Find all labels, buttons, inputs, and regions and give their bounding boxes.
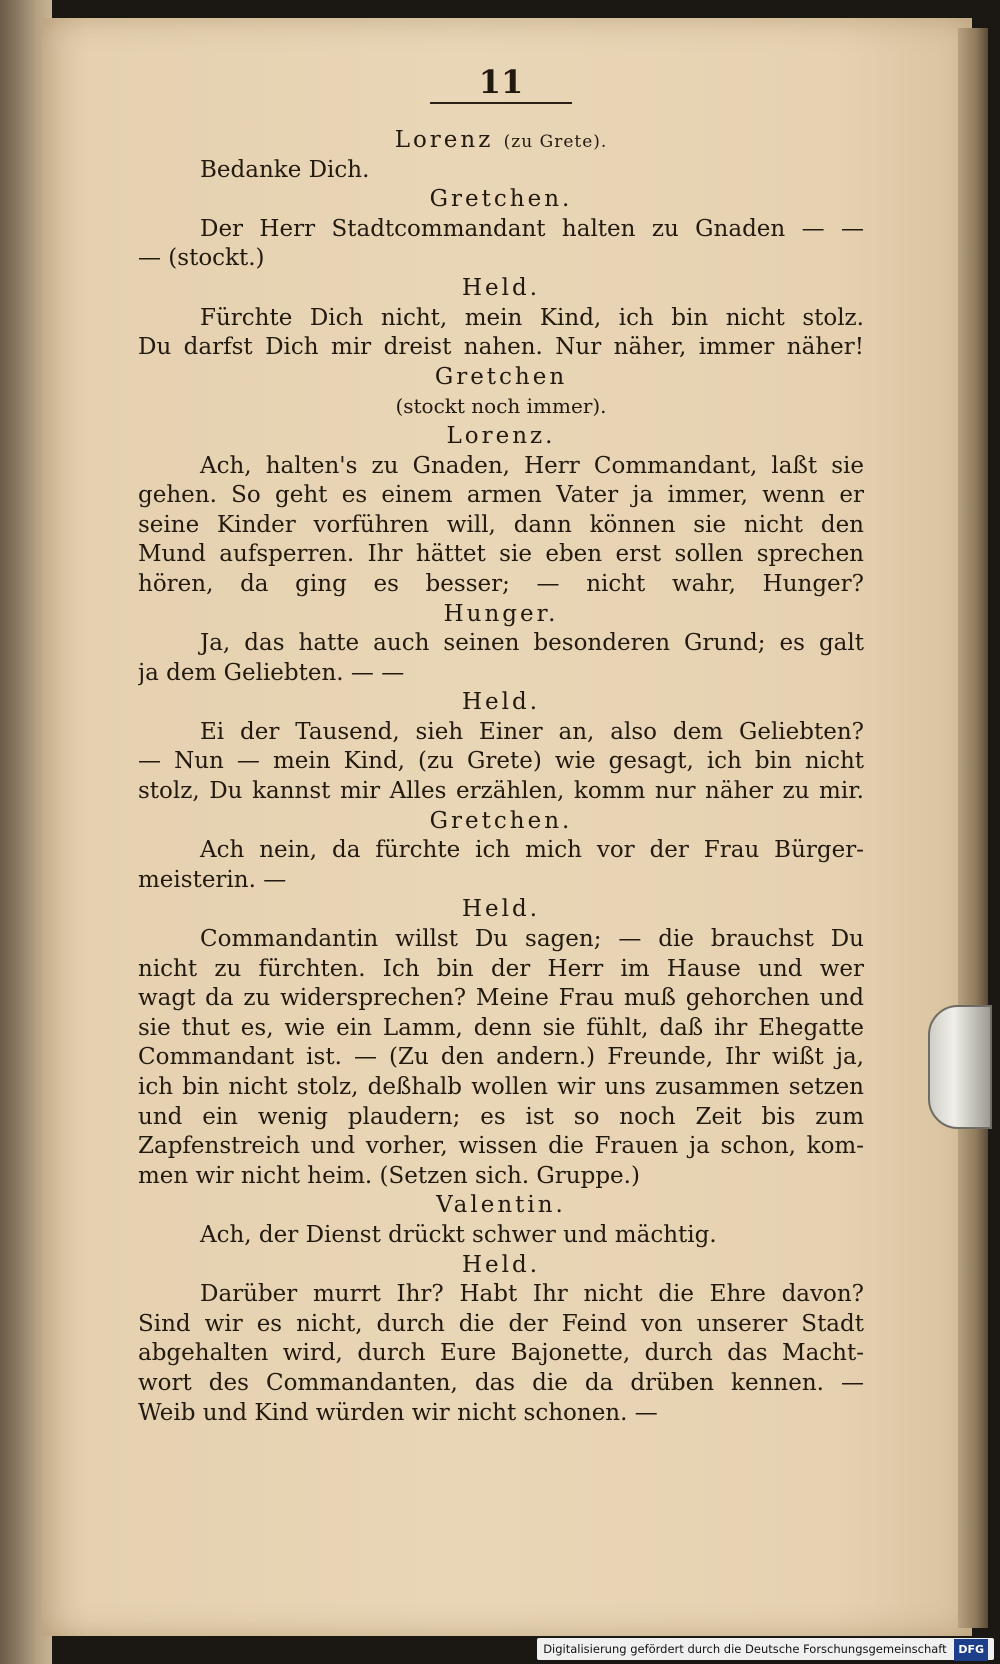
- dfg-logo: DFG: [954, 1639, 988, 1661]
- stage-direction: (stockt noch immer).: [395, 394, 607, 419]
- text-line: — (stockt.): [138, 245, 265, 272]
- text-line: Du darfst Dich mir dreist nahen. Nur näher, immer näher!: [138, 334, 864, 361]
- speaker-label: Lorenz: [394, 127, 494, 153]
- book-right-binding: [958, 28, 988, 1628]
- speaker-name: [138, 274, 864, 304]
- speaker-name: [138, 363, 864, 393]
- speaker-label: Held.: [461, 274, 541, 301]
- speaker-name: [138, 807, 864, 837]
- speaker-label: Held.: [461, 1251, 541, 1278]
- page-number: 11: [478, 63, 524, 101]
- speaker-label: Lorenz.: [446, 422, 556, 449]
- text-line: Zapfenstreich und vorher, wissen die Frauen ja schon, kom-: [138, 1133, 864, 1160]
- text-line: meisterin. —: [138, 866, 287, 893]
- speaker-label: Gretchen.: [429, 807, 573, 834]
- text-line: gehen. So geht es einem armen Vater ja immer, wenn er: [138, 482, 864, 509]
- text-line: Darüber murrt Ihr? Habt Ihr nicht die Ehre davon?: [200, 1281, 864, 1308]
- text-line: und ein wenig plaudern; es ist so noch Zeit bis zum: [138, 1103, 864, 1130]
- speaker-name: [138, 600, 864, 630]
- text-line: Ja, das hatte auch seinen besonderen Grund; es galt: [200, 630, 864, 657]
- text-line: ja dem Geliebten. — —: [138, 659, 405, 686]
- text-line: Bedanke Dich.: [200, 156, 370, 183]
- text-line: wort des Commandanten, das die da drüben kennen. —: [138, 1369, 864, 1396]
- stage-note: (zu Grete).: [503, 132, 608, 152]
- text-line: Der Herr Stadtcommandant halten zu Gnaden — —: [200, 215, 864, 242]
- text-line: seine Kinder vorführen will, dann können sie nicht den: [138, 511, 864, 538]
- speaker-name: [138, 1251, 864, 1281]
- text-line: wagt da zu widersprechen? Meine Frau muß gehorchen und: [138, 985, 864, 1012]
- text-line: — Nun — mein Kind, (zu Grete) wie gesagt, ich bin nicht: [138, 748, 864, 775]
- text-line: Ach, der Dienst drückt schwer und mächtig.: [200, 1221, 717, 1248]
- speaker-name: [138, 688, 864, 718]
- text-line: Commandant ist. — (Zu den andern.) Freunde, Ihr wißt ja,: [138, 1044, 864, 1071]
- play-text: [138, 126, 864, 1428]
- footer-credit: [537, 1638, 994, 1660]
- text-line: ich bin nicht stolz, deßhalb wollen wir uns zusammen setzen: [138, 1074, 864, 1100]
- speaker-label: Held.: [461, 896, 541, 923]
- page-content: [138, 62, 864, 1428]
- text-line: Ach nein, da fürchte ich mich vor der Frau Bürger-: [200, 837, 864, 864]
- text-line: Ei der Tausend, sieh Einer an, also dem Geliebten?: [200, 718, 864, 745]
- page-clip: [928, 1005, 992, 1129]
- text-line: sie thut es, wie ein Lamm, denn sie fühlt, daß ihr Ehegatte: [138, 1014, 864, 1041]
- text-line: Commandantin willst Du sagen; — die brauchst Du: [200, 926, 864, 953]
- speaker-name: [138, 895, 864, 925]
- speaker-name: [138, 422, 864, 452]
- text-line: Ach, halten's zu Gnaden, Herr Commandant, laßt sie: [200, 452, 864, 479]
- text-line: nicht zu fürchten. Ich bin der Herr im Hause und wer: [138, 955, 864, 982]
- speaker-label: Held.: [461, 689, 541, 716]
- text-line: abgehalten wird, durch Eure Bajonette, durch das Macht-: [138, 1340, 864, 1367]
- speaker-name: [138, 185, 864, 215]
- speaker-label: Valentin.: [436, 1192, 566, 1219]
- speaker-label: Gretchen.: [429, 186, 573, 213]
- speaker-name: [138, 1191, 864, 1221]
- text-line: hören, da ging es besser; — nicht wahr, Hunger?: [138, 570, 864, 597]
- text-line: Mund aufsperren. Ihr hättet sie eben erst sollen sprechen: [138, 541, 864, 568]
- text-line: Sind wir es nicht, durch die der Feind von unserer Stadt: [138, 1310, 864, 1337]
- text-line: men wir nicht heim. (Setzen sich. Gruppe.): [138, 1162, 640, 1189]
- text-line: Weib und Kind würden wir nicht schonen. —: [138, 1399, 658, 1426]
- speaker-label: Gretchen: [434, 363, 568, 390]
- text-line: Fürchte Dich nicht, mein Kind, ich bin nicht stolz.: [200, 304, 864, 331]
- header-rule: [430, 102, 572, 104]
- speaker-name: [138, 126, 864, 156]
- footer-text: Digitalisierung gefördert durch die Deutsche Forschungsgemeinschaft: [543, 1642, 947, 1656]
- text-line: stolz, Du kannst mir Alles erzählen, komm nur näher zu mir.: [138, 778, 864, 805]
- speaker-label: Hunger.: [443, 600, 559, 627]
